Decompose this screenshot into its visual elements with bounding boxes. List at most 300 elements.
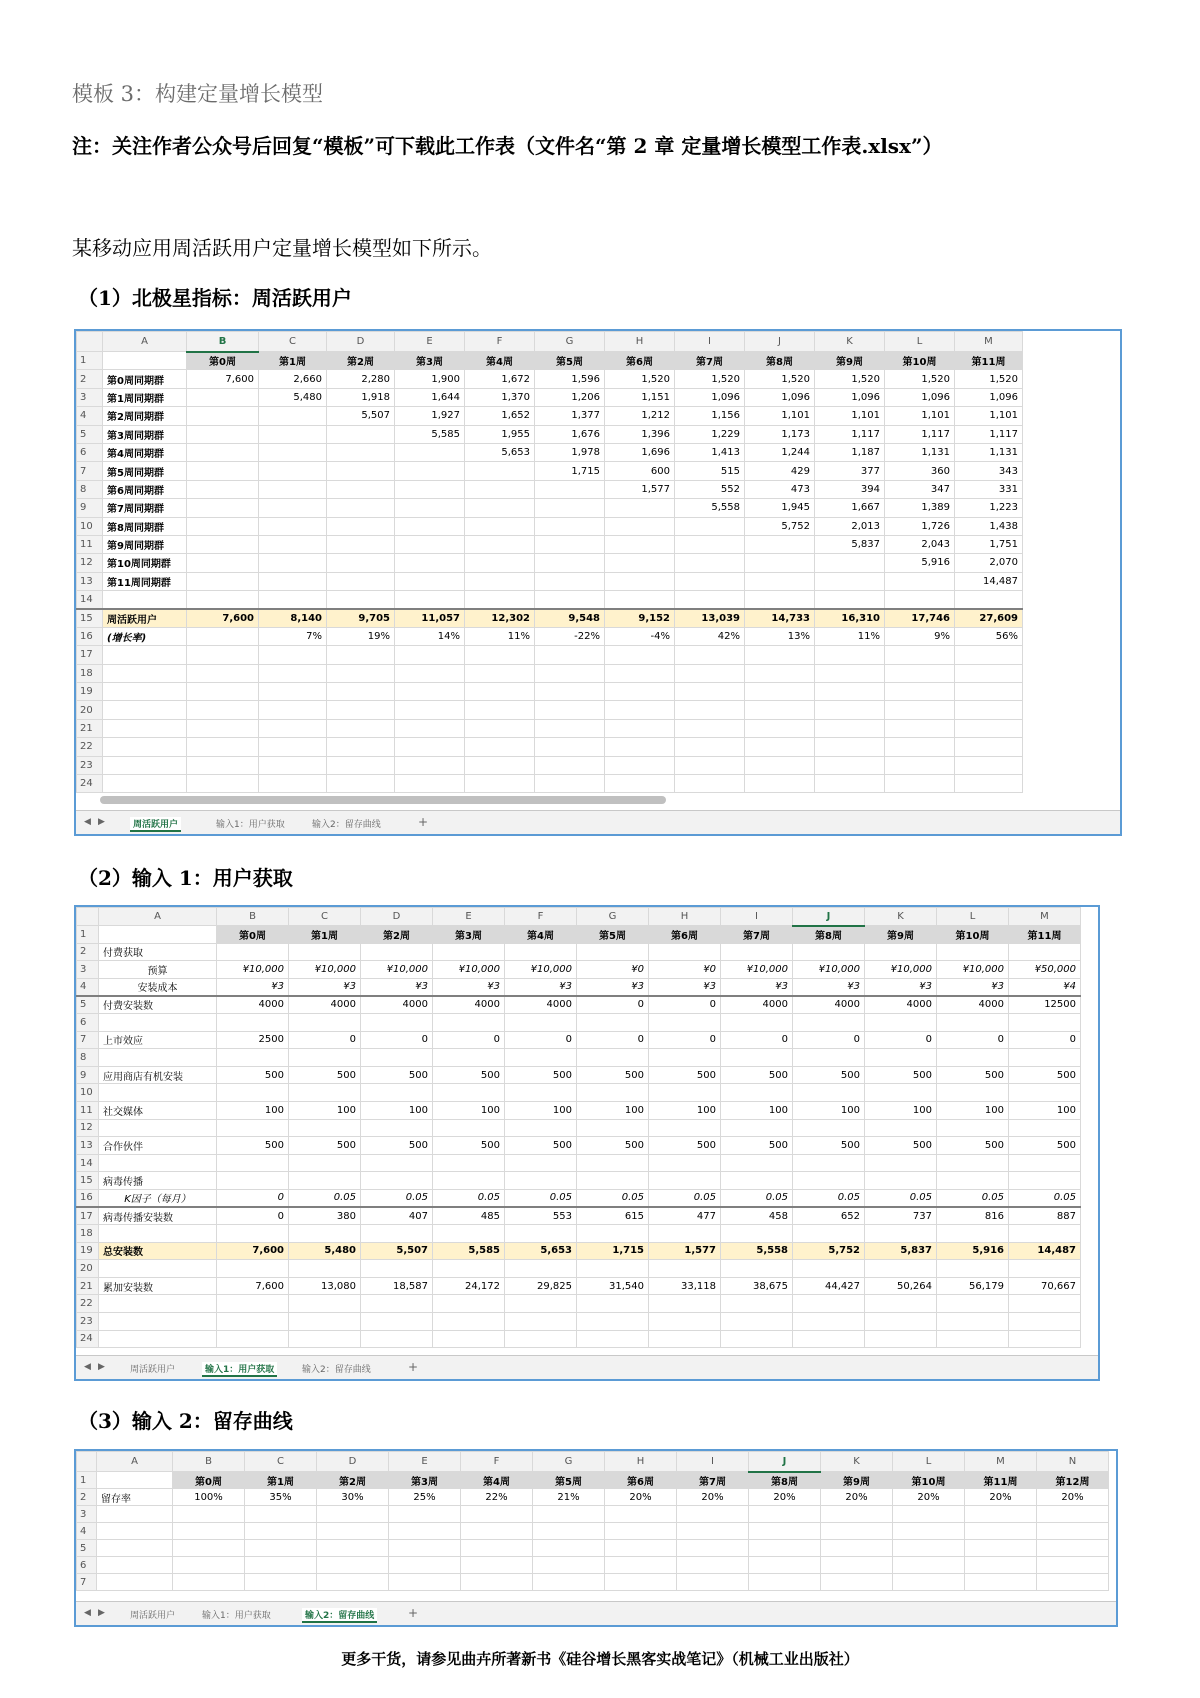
cell-empty[interactable] <box>533 1557 605 1574</box>
value-cell[interactable]: 1,900 <box>395 370 465 388</box>
value-cell[interactable]: 515 <box>675 462 745 480</box>
value-cell[interactable]: 1,672 <box>465 370 535 388</box>
cell-empty[interactable] <box>577 1154 649 1172</box>
cell-empty[interactable] <box>433 1119 505 1137</box>
cell-empty[interactable] <box>433 1013 505 1031</box>
cell-empty[interactable] <box>327 774 395 792</box>
value-cell[interactable]: 0 <box>649 1031 721 1049</box>
cell-empty[interactable] <box>937 1313 1009 1331</box>
week-header-cell[interactable]: 第3周 <box>433 926 505 944</box>
cell-empty[interactable] <box>865 1154 937 1172</box>
cell-empty[interactable] <box>865 1260 937 1278</box>
row-label-cell[interactable]: 第2周同期群 <box>103 407 187 425</box>
cell-empty[interactable] <box>465 756 535 774</box>
value-cell[interactable]: 407 <box>361 1207 433 1225</box>
week-header-cell[interactable]: 第1周 <box>289 926 361 944</box>
cell-empty[interactable] <box>605 1557 677 1574</box>
week-header-cell[interactable]: 第5周 <box>533 1472 605 1489</box>
value-cell[interactable] <box>745 535 815 553</box>
cell-empty[interactable] <box>433 1330 505 1348</box>
value-cell[interactable]: 27,609 <box>955 609 1023 627</box>
cell-empty[interactable] <box>577 1330 649 1348</box>
cell-empty[interactable] <box>1037 1540 1109 1557</box>
cell-empty[interactable] <box>1009 1049 1081 1067</box>
value-cell[interactable] <box>465 554 535 572</box>
value-cell[interactable]: 1,377 <box>535 407 605 425</box>
cell-empty[interactable] <box>1037 1523 1109 1540</box>
cell-empty[interactable] <box>649 1330 721 1348</box>
value-cell[interactable]: 5,752 <box>745 517 815 535</box>
cell-empty[interactable] <box>885 591 955 609</box>
cell-empty[interactable] <box>865 943 937 961</box>
cell-empty[interactable] <box>361 1049 433 1067</box>
cell-empty[interactable] <box>465 719 535 737</box>
cell-empty[interactable] <box>173 1574 245 1591</box>
value-cell[interactable] <box>187 572 259 590</box>
column-header-k[interactable]: K <box>865 908 937 926</box>
value-cell[interactable]: 500 <box>505 1137 577 1155</box>
value-cell[interactable]: ¥10,000 <box>505 961 577 979</box>
row-number[interactable]: 23 <box>77 756 103 774</box>
value-cell[interactable]: 500 <box>289 1137 361 1155</box>
cell-empty[interactable] <box>745 719 815 737</box>
cell-empty[interactable] <box>327 683 395 701</box>
value-cell[interactable]: 5,558 <box>721 1242 793 1260</box>
value-cell[interactable]: 11% <box>815 627 885 645</box>
value-cell[interactable]: 360 <box>885 462 955 480</box>
value-cell[interactable]: 1,223 <box>955 499 1023 517</box>
cell-empty[interactable] <box>1037 1506 1109 1523</box>
cell-empty[interactable] <box>605 646 675 664</box>
row-label-cell[interactable]: 第0周同期群 <box>103 370 187 388</box>
cell-empty[interactable] <box>955 683 1023 701</box>
row-label-cell[interactable]: 周活跃用户 <box>103 609 187 627</box>
cell-empty[interactable] <box>245 1540 317 1557</box>
value-cell[interactable]: 1,520 <box>885 370 955 388</box>
value-cell[interactable]: 500 <box>577 1137 649 1155</box>
value-cell[interactable]: 0.05 <box>793 1189 865 1207</box>
cell-empty[interactable] <box>327 701 395 719</box>
value-cell[interactable] <box>745 554 815 572</box>
cell-empty[interactable] <box>821 1557 893 1574</box>
cell-empty[interactable] <box>461 1540 533 1557</box>
value-cell[interactable]: 1,156 <box>675 407 745 425</box>
tab-input1-acquisition[interactable]: 输入1：用户获取 <box>202 1611 271 1621</box>
cell-empty[interactable] <box>1009 1154 1081 1172</box>
value-cell[interactable]: 12500 <box>1009 996 1081 1014</box>
cell-empty[interactable] <box>675 756 745 774</box>
cell-empty[interactable] <box>885 756 955 774</box>
value-cell[interactable]: 500 <box>217 1137 289 1155</box>
cell-empty[interactable] <box>605 1506 677 1523</box>
value-cell[interactable]: 20% <box>965 1489 1037 1506</box>
value-cell[interactable]: 20% <box>677 1489 749 1506</box>
row-number[interactable]: 1 <box>77 352 103 370</box>
cell-empty[interactable] <box>1009 1295 1081 1313</box>
value-cell[interactable] <box>327 425 395 443</box>
value-cell[interactable]: ¥10,000 <box>937 961 1009 979</box>
value-cell[interactable]: 7,600 <box>187 370 259 388</box>
cell-empty[interactable] <box>465 664 535 682</box>
row-number[interactable]: 15 <box>77 609 103 627</box>
cell-empty[interactable] <box>893 1506 965 1523</box>
cell-empty[interactable] <box>721 1295 793 1313</box>
cell-empty[interactable] <box>289 1172 361 1190</box>
value-cell[interactable] <box>187 554 259 572</box>
value-cell[interactable]: 2,043 <box>885 535 955 553</box>
cell-empty[interactable] <box>433 1172 505 1190</box>
column-header-i[interactable]: I <box>677 1452 749 1472</box>
value-cell[interactable]: 7,600 <box>217 1277 289 1295</box>
cell-empty[interactable] <box>535 591 605 609</box>
cell-empty[interactable] <box>259 683 327 701</box>
cell-empty[interactable] <box>649 1172 721 1190</box>
value-cell[interactable]: 500 <box>721 1137 793 1155</box>
value-cell[interactable]: 0 <box>289 1031 361 1049</box>
value-cell[interactable]: 14,733 <box>745 609 815 627</box>
cell-empty[interactable] <box>433 1049 505 1067</box>
value-cell[interactable] <box>465 535 535 553</box>
cell-empty[interactable] <box>1009 1313 1081 1331</box>
row-number[interactable]: 8 <box>77 1049 99 1067</box>
value-cell[interactable] <box>187 480 259 498</box>
cell-empty[interactable] <box>1009 1084 1081 1102</box>
cell-empty[interactable] <box>865 1330 937 1348</box>
row-number[interactable]: 15 <box>77 1172 99 1190</box>
cell-empty[interactable] <box>649 1260 721 1278</box>
value-cell[interactable] <box>259 480 327 498</box>
value-cell[interactable]: 429 <box>745 462 815 480</box>
cell-empty[interactable] <box>361 1313 433 1331</box>
value-cell[interactable] <box>395 517 465 535</box>
column-header-i[interactable]: I <box>675 332 745 352</box>
cell-empty[interactable] <box>721 1313 793 1331</box>
value-cell[interactable]: 1,131 <box>955 443 1023 461</box>
cell-empty[interactable] <box>937 1084 1009 1102</box>
select-all-corner[interactable] <box>77 908 99 926</box>
value-cell[interactable]: 13,039 <box>675 609 745 627</box>
column-header-h[interactable]: H <box>605 1452 677 1472</box>
row-number[interactable]: 4 <box>77 407 103 425</box>
cell-empty[interactable] <box>259 646 327 664</box>
column-header-j[interactable]: J <box>793 908 865 926</box>
value-cell[interactable]: 1,577 <box>649 1242 721 1260</box>
value-cell[interactable]: 1,117 <box>885 425 955 443</box>
value-cell[interactable]: 1,096 <box>815 388 885 406</box>
week-header-cell[interactable]: 第6周 <box>605 1472 677 1489</box>
column-header-h[interactable]: H <box>605 332 675 352</box>
value-cell[interactable]: ¥3 <box>865 978 937 996</box>
week-header-cell[interactable]: 第9周 <box>865 926 937 944</box>
cell-empty[interactable] <box>433 1260 505 1278</box>
value-cell[interactable]: 7% <box>259 627 327 645</box>
row-number[interactable]: 5 <box>77 1540 97 1557</box>
column-header-l[interactable]: L <box>885 332 955 352</box>
cell-empty[interactable] <box>815 719 885 737</box>
cell-empty[interactable] <box>865 1225 937 1243</box>
row-number[interactable]: 24 <box>77 1330 99 1348</box>
cell-empty[interactable] <box>793 1330 865 1348</box>
value-cell[interactable]: 0 <box>865 1031 937 1049</box>
column-header-g[interactable]: G <box>535 332 605 352</box>
value-cell[interactable] <box>395 462 465 480</box>
value-cell[interactable]: 0.05 <box>433 1189 505 1207</box>
cell-empty[interactable] <box>361 1084 433 1102</box>
value-cell[interactable]: ¥0 <box>577 961 649 979</box>
cell-empty[interactable] <box>317 1574 389 1591</box>
value-cell[interactable]: 552 <box>675 480 745 498</box>
cell-empty[interactable] <box>955 756 1023 774</box>
cell-empty[interactable] <box>433 1225 505 1243</box>
cell-empty[interactable] <box>649 1049 721 1067</box>
cell-empty[interactable] <box>937 1260 1009 1278</box>
value-cell[interactable]: 1,667 <box>815 499 885 517</box>
value-cell[interactable]: 1,918 <box>327 388 395 406</box>
value-cell[interactable]: 14,487 <box>955 572 1023 590</box>
column-header-e[interactable]: E <box>395 332 465 352</box>
week-header-cell[interactable]: 第10周 <box>885 352 955 370</box>
cell-empty[interactable] <box>217 1154 289 1172</box>
cell-empty[interactable] <box>793 1154 865 1172</box>
cell-empty[interactable] <box>535 719 605 737</box>
row-number[interactable]: 16 <box>77 627 103 645</box>
value-cell[interactable]: 500 <box>433 1137 505 1155</box>
column-header-m[interactable]: M <box>965 1452 1037 1472</box>
cell-empty[interactable] <box>433 1084 505 1102</box>
value-cell[interactable]: 2,660 <box>259 370 327 388</box>
cell-empty[interactable] <box>1037 1574 1109 1591</box>
add-sheet-button[interactable]: + <box>418 815 429 829</box>
value-cell[interactable] <box>327 517 395 535</box>
cell-empty[interactable] <box>217 1295 289 1313</box>
tab-input1-acquisition[interactable]: 输入1：用户获取 <box>216 820 285 830</box>
select-all-corner[interactable] <box>77 332 103 352</box>
value-cell[interactable]: 22% <box>461 1489 533 1506</box>
cell-empty[interactable] <box>577 1313 649 1331</box>
cell-empty[interactable] <box>361 1172 433 1190</box>
cell-empty[interactable] <box>865 1119 937 1137</box>
cell-empty[interactable] <box>361 1225 433 1243</box>
value-cell[interactable]: 9,705 <box>327 609 395 627</box>
value-cell[interactable]: 1,151 <box>605 388 675 406</box>
value-cell[interactable]: 1,596 <box>535 370 605 388</box>
add-sheet-button[interactable]: + <box>408 1606 419 1620</box>
column-header-e[interactable]: E <box>433 908 505 926</box>
value-cell[interactable]: 4000 <box>505 996 577 1014</box>
cell-empty[interactable] <box>577 1225 649 1243</box>
cell-empty[interactable] <box>815 646 885 664</box>
value-cell[interactable]: 0.05 <box>937 1189 1009 1207</box>
cell-empty[interactable] <box>217 1049 289 1067</box>
cell-empty[interactable] <box>535 683 605 701</box>
row-label-cell[interactable]: 第9周同期群 <box>103 535 187 553</box>
value-cell[interactable] <box>535 480 605 498</box>
value-cell[interactable]: 56,179 <box>937 1277 1009 1295</box>
row-number[interactable]: 12 <box>77 554 103 572</box>
week-header-cell[interactable]: 第8周 <box>793 926 865 944</box>
value-cell[interactable]: 1,389 <box>885 499 955 517</box>
value-cell[interactable]: 500 <box>649 1137 721 1155</box>
cell-empty[interactable] <box>173 1506 245 1523</box>
value-cell[interactable]: 35% <box>245 1489 317 1506</box>
value-cell[interactable]: 5,585 <box>395 425 465 443</box>
cell-empty[interactable] <box>1009 1119 1081 1137</box>
value-cell[interactable] <box>187 462 259 480</box>
value-cell[interactable] <box>675 554 745 572</box>
week-header-cell[interactable]: 第2周 <box>327 352 395 370</box>
value-cell[interactable]: 4000 <box>433 996 505 1014</box>
cell-empty[interactable] <box>965 1506 1037 1523</box>
value-cell[interactable]: 2,070 <box>955 554 1023 572</box>
cell-empty[interactable] <box>97 1540 173 1557</box>
value-cell[interactable]: 17,746 <box>885 609 955 627</box>
value-cell[interactable]: 0 <box>937 1031 1009 1049</box>
column-header-c[interactable]: C <box>245 1452 317 1472</box>
value-cell[interactable]: 500 <box>577 1066 649 1084</box>
column-header-b[interactable]: B <box>173 1452 245 1472</box>
cell-empty[interactable] <box>649 1225 721 1243</box>
value-cell[interactable]: 473 <box>745 480 815 498</box>
cell-empty[interactable] <box>289 1260 361 1278</box>
cell-empty[interactable] <box>721 1049 793 1067</box>
cell-empty[interactable] <box>1009 1330 1081 1348</box>
cell-empty[interactable] <box>577 943 649 961</box>
week-header-cell[interactable]: 第1周 <box>245 1472 317 1489</box>
cell-empty[interactable] <box>649 1295 721 1313</box>
cell-empty[interactable] <box>865 1313 937 1331</box>
cell-empty[interactable] <box>649 1013 721 1031</box>
value-cell[interactable]: 1,696 <box>605 443 675 461</box>
cell-empty[interactable] <box>865 1172 937 1190</box>
value-cell[interactable]: 500 <box>217 1066 289 1084</box>
cell-empty[interactable] <box>433 1154 505 1172</box>
value-cell[interactable]: 4000 <box>721 996 793 1014</box>
row-number[interactable]: 3 <box>77 388 103 406</box>
cell-empty[interactable] <box>103 591 187 609</box>
row-label-cell[interactable]: 第4周同期群 <box>103 443 187 461</box>
cell-empty[interactable] <box>217 1172 289 1190</box>
tab-weekly-active-users[interactable]: 周活跃用户 <box>130 1611 176 1621</box>
cell-empty[interactable] <box>317 1557 389 1574</box>
value-cell[interactable]: 1,945 <box>745 499 815 517</box>
value-cell[interactable] <box>259 517 327 535</box>
value-cell[interactable]: 18,587 <box>361 1277 433 1295</box>
row-number[interactable]: 1 <box>77 926 99 944</box>
row-label-cell[interactable]: K因子（每月） <box>99 1189 217 1207</box>
value-cell[interactable]: 8,140 <box>259 609 327 627</box>
row-number[interactable]: 5 <box>77 425 103 443</box>
value-cell[interactable]: ¥0 <box>649 961 721 979</box>
cell-empty[interactable] <box>885 738 955 756</box>
value-cell[interactable] <box>535 517 605 535</box>
row-number[interactable]: 6 <box>77 443 103 461</box>
cell-empty[interactable] <box>721 1260 793 1278</box>
cell-empty[interactable] <box>577 1295 649 1313</box>
cell-empty[interactable] <box>535 774 605 792</box>
cell-empty[interactable] <box>815 701 885 719</box>
row-number[interactable]: 14 <box>77 591 103 609</box>
value-cell[interactable]: ¥10,000 <box>865 961 937 979</box>
cell-empty[interactable] <box>745 646 815 664</box>
column-header-a[interactable]: A <box>97 1452 173 1472</box>
value-cell[interactable]: 1,370 <box>465 388 535 406</box>
cell-empty[interactable] <box>103 352 187 370</box>
cell-empty[interactable] <box>605 756 675 774</box>
cell-empty[interactable] <box>535 738 605 756</box>
value-cell[interactable]: 1,413 <box>675 443 745 461</box>
value-cell[interactable]: 4000 <box>289 996 361 1014</box>
column-header-j[interactable]: J <box>749 1452 821 1472</box>
column-header-l[interactable]: L <box>893 1452 965 1472</box>
value-cell[interactable]: ¥10,000 <box>289 961 361 979</box>
cell-empty[interactable] <box>389 1574 461 1591</box>
cell-empty[interactable] <box>605 774 675 792</box>
value-cell[interactable]: ¥3 <box>289 978 361 996</box>
value-cell[interactable]: 500 <box>289 1066 361 1084</box>
cell-empty[interactable] <box>97 1523 173 1540</box>
column-header-k[interactable]: K <box>821 1452 893 1472</box>
cell-empty[interactable] <box>361 1119 433 1137</box>
tab-weekly-active-users[interactable]: 周活跃用户 <box>130 1365 176 1375</box>
value-cell[interactable]: 1,117 <box>815 425 885 443</box>
cell-empty[interactable] <box>577 1013 649 1031</box>
week-header-cell[interactable]: 第3周 <box>389 1472 461 1489</box>
column-header-i[interactable]: I <box>721 908 793 926</box>
cell-empty[interactable] <box>893 1540 965 1557</box>
column-header-d[interactable]: D <box>317 1452 389 1472</box>
value-cell[interactable]: -4% <box>605 627 675 645</box>
week-header-cell[interactable]: 第4周 <box>505 926 577 944</box>
week-header-cell[interactable]: 第5周 <box>577 926 649 944</box>
cell-empty[interactable] <box>327 719 395 737</box>
cell-empty[interactable] <box>865 1084 937 1102</box>
row-label-cell[interactable]: (增长率) <box>103 627 187 645</box>
week-header-cell[interactable]: 第11周 <box>965 1472 1037 1489</box>
row-label-cell[interactable]: 应用商店有机安装 <box>99 1066 217 1084</box>
value-cell[interactable]: 500 <box>649 1066 721 1084</box>
cell-empty[interactable] <box>865 1049 937 1067</box>
row-label-cell[interactable]: 第10周同期群 <box>103 554 187 572</box>
cell-empty[interactable] <box>955 774 1023 792</box>
value-cell[interactable]: ¥3 <box>433 978 505 996</box>
value-cell[interactable]: 100 <box>217 1101 289 1119</box>
value-cell[interactable] <box>395 480 465 498</box>
week-header-cell[interactable]: 第2周 <box>361 926 433 944</box>
column-header-k[interactable]: K <box>815 332 885 352</box>
tab-next-icon[interactable]: ▶ <box>98 1608 105 1618</box>
cell-empty[interactable] <box>1009 943 1081 961</box>
value-cell[interactable]: 1,101 <box>955 407 1023 425</box>
value-cell[interactable]: 615 <box>577 1207 649 1225</box>
value-cell[interactable]: 500 <box>361 1066 433 1084</box>
cell-empty[interactable] <box>605 719 675 737</box>
week-header-cell[interactable]: 第0周 <box>187 352 259 370</box>
column-header-f[interactable]: F <box>505 908 577 926</box>
cell-empty[interactable] <box>675 774 745 792</box>
tab-next-icon[interactable]: ▶ <box>98 1362 105 1372</box>
cell-empty[interactable] <box>505 1295 577 1313</box>
value-cell[interactable]: 2,280 <box>327 370 395 388</box>
value-cell[interactable]: 500 <box>793 1066 865 1084</box>
cell-empty[interactable] <box>815 756 885 774</box>
value-cell[interactable]: 100 <box>793 1101 865 1119</box>
value-cell[interactable]: 7,600 <box>217 1242 289 1260</box>
cell-empty[interactable] <box>937 1013 1009 1031</box>
value-cell[interactable]: 1,101 <box>745 407 815 425</box>
value-cell[interactable] <box>259 407 327 425</box>
cell-empty[interactable] <box>259 738 327 756</box>
cell-empty[interactable] <box>821 1540 893 1557</box>
